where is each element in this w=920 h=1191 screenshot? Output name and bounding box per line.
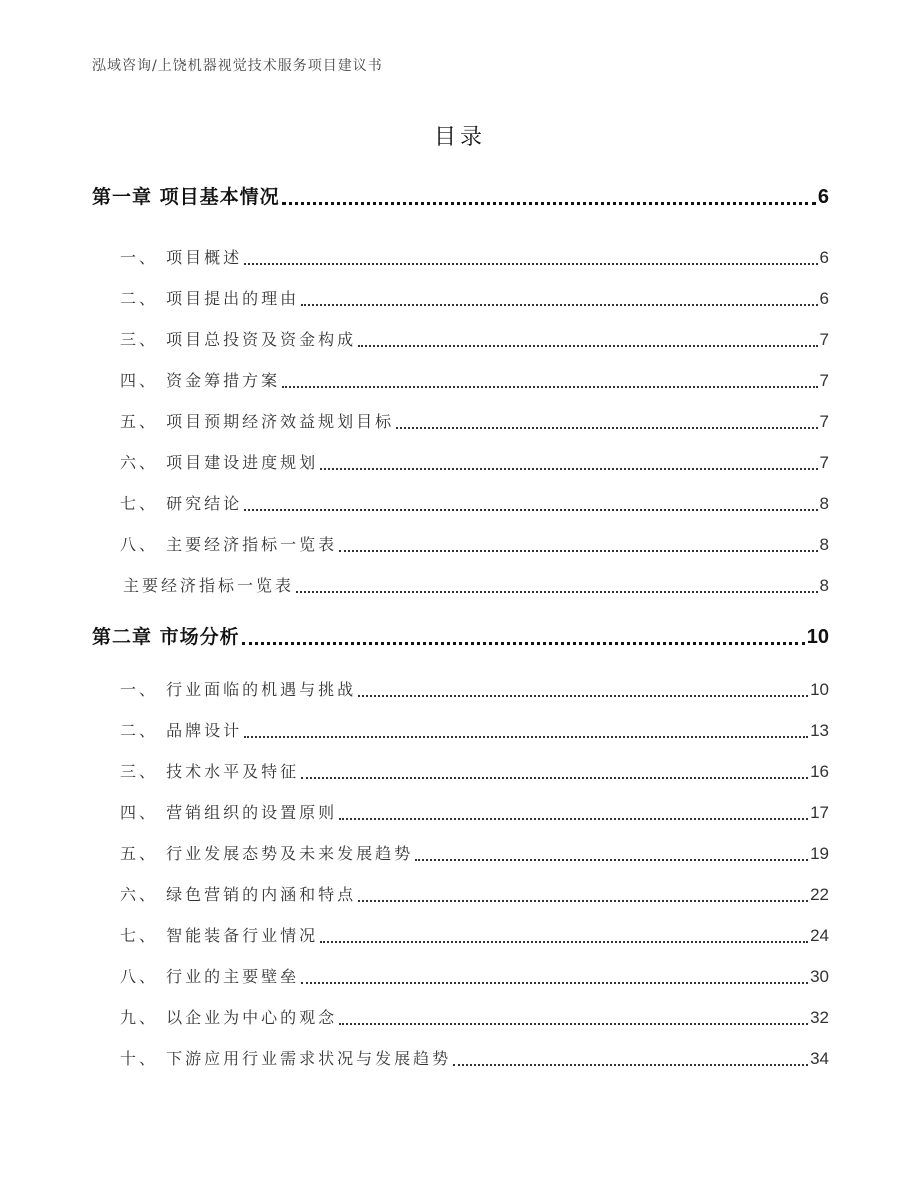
toc-entry[interactable]: [92, 319, 829, 360]
dot-leader: [301, 304, 817, 306]
entry-label: 六、 项目建设进度规划: [120, 453, 319, 472]
dot-leader: [244, 736, 808, 738]
entry-page: 30: [810, 967, 829, 986]
entry-page: 19: [810, 844, 829, 863]
toc-entry[interactable]: [92, 710, 829, 751]
toc-entry[interactable]: [92, 792, 829, 833]
entry-label: 七、 智能装备行业情况: [120, 926, 319, 945]
toc-entry[interactable]: [92, 997, 829, 1038]
chapter-label: 第二章 市场分析: [92, 626, 240, 648]
entry-page: 17: [810, 803, 829, 822]
dot-leader: [339, 550, 817, 552]
dot-leader: [282, 202, 816, 205]
entry-label: 一、 项目概述: [120, 248, 243, 267]
toc-title: 目录: [433, 125, 486, 150]
entry-label: 七、 研究结论: [120, 494, 243, 513]
toc-entry[interactable]: [92, 565, 829, 606]
entry-page: 24: [810, 926, 829, 945]
entry-label: 八、 主要经济指标一览表: [120, 535, 338, 554]
table-of-contents: [92, 177, 829, 1079]
toc-entry[interactable]: [92, 874, 829, 915]
entry-label: 八、 行业的主要壁垒: [120, 967, 300, 986]
dot-leader: [320, 468, 817, 470]
toc-entry[interactable]: [92, 1038, 829, 1079]
toc-entry[interactable]: [92, 401, 829, 442]
entry-page: 8: [819, 535, 829, 554]
dot-leader: [296, 591, 818, 593]
toc-entry[interactable]: [92, 915, 829, 956]
entry-page: 7: [819, 330, 829, 349]
entry-page: 10: [810, 680, 829, 699]
entry-page: 8: [819, 494, 829, 513]
dot-leader: [301, 982, 808, 984]
entry-page: 6: [819, 248, 829, 267]
entry-page: 7: [819, 371, 829, 390]
entry-label: 四、 营销组织的设置原则: [120, 803, 338, 822]
dot-leader: [339, 818, 808, 820]
toc-entry[interactable]: [92, 524, 829, 565]
toc-chapter-2[interactable]: [92, 617, 829, 658]
entry-label: 二、 品牌设计: [120, 721, 243, 740]
entry-label: 一、 行业面临的机遇与挑战: [120, 680, 357, 699]
entry-page: 7: [819, 453, 829, 472]
entry-page: 22: [810, 885, 829, 904]
entry-label: 三、 技术水平及特征: [120, 762, 300, 781]
toc-entry[interactable]: [92, 237, 829, 278]
chapter-page: 6: [817, 186, 829, 208]
toc-entry[interactable]: [92, 833, 829, 874]
dot-leader: [339, 1023, 808, 1025]
toc-entry[interactable]: [92, 360, 829, 401]
entry-label: 十、 下游应用行业需求状况与发展趋势: [120, 1049, 452, 1068]
toc-entry[interactable]: [92, 956, 829, 997]
dot-leader: [244, 509, 817, 511]
entry-page: 13: [810, 721, 829, 740]
toc-entry[interactable]: [92, 751, 829, 792]
entry-label: 四、 资金筹措方案: [120, 371, 281, 390]
entry-label: 三、 项目总投资及资金构成: [120, 330, 357, 349]
entry-page: 34: [810, 1049, 829, 1068]
chapter-label: 第一章 项目基本情况: [92, 186, 280, 208]
toc-entry[interactable]: [92, 669, 829, 710]
page-header: 泓域咨询/上饶机器视觉技术服务项目建议书: [92, 58, 383, 74]
toc-entry[interactable]: [92, 278, 829, 319]
dot-leader: [358, 900, 808, 902]
chapter-page: 10: [806, 626, 829, 648]
entry-page: 32: [810, 1008, 829, 1027]
entry-page: 7: [819, 412, 829, 431]
toc-entry[interactable]: [92, 442, 829, 483]
dot-leader: [396, 427, 817, 429]
entry-page: 16: [810, 762, 829, 781]
dot-leader: [358, 695, 808, 697]
entry-label: 九、 以企业为中心的观念: [120, 1008, 338, 1027]
dot-leader: [282, 386, 817, 388]
dot-leader: [453, 1064, 808, 1066]
dot-leader: [242, 642, 805, 645]
toc-chapter-1[interactable]: [92, 177, 829, 218]
dot-leader: [358, 345, 817, 347]
toc-entry[interactable]: [92, 483, 829, 524]
dot-leader: [244, 263, 817, 265]
entry-page: 8: [819, 576, 829, 595]
entry-label: 五、 行业发展态势及未来发展趋势: [120, 844, 414, 863]
entry-label: 五、 项目预期经济效益规划目标: [120, 412, 395, 431]
dot-leader: [415, 859, 808, 861]
entry-label: 二、 项目提出的理由: [120, 289, 300, 308]
entry-page: 6: [819, 289, 829, 308]
dot-leader: [320, 941, 808, 943]
entry-label: 主要经济指标一览表: [123, 576, 295, 595]
entry-label: 六、 绿色营销的内涵和特点: [120, 885, 357, 904]
dot-leader: [301, 777, 808, 779]
